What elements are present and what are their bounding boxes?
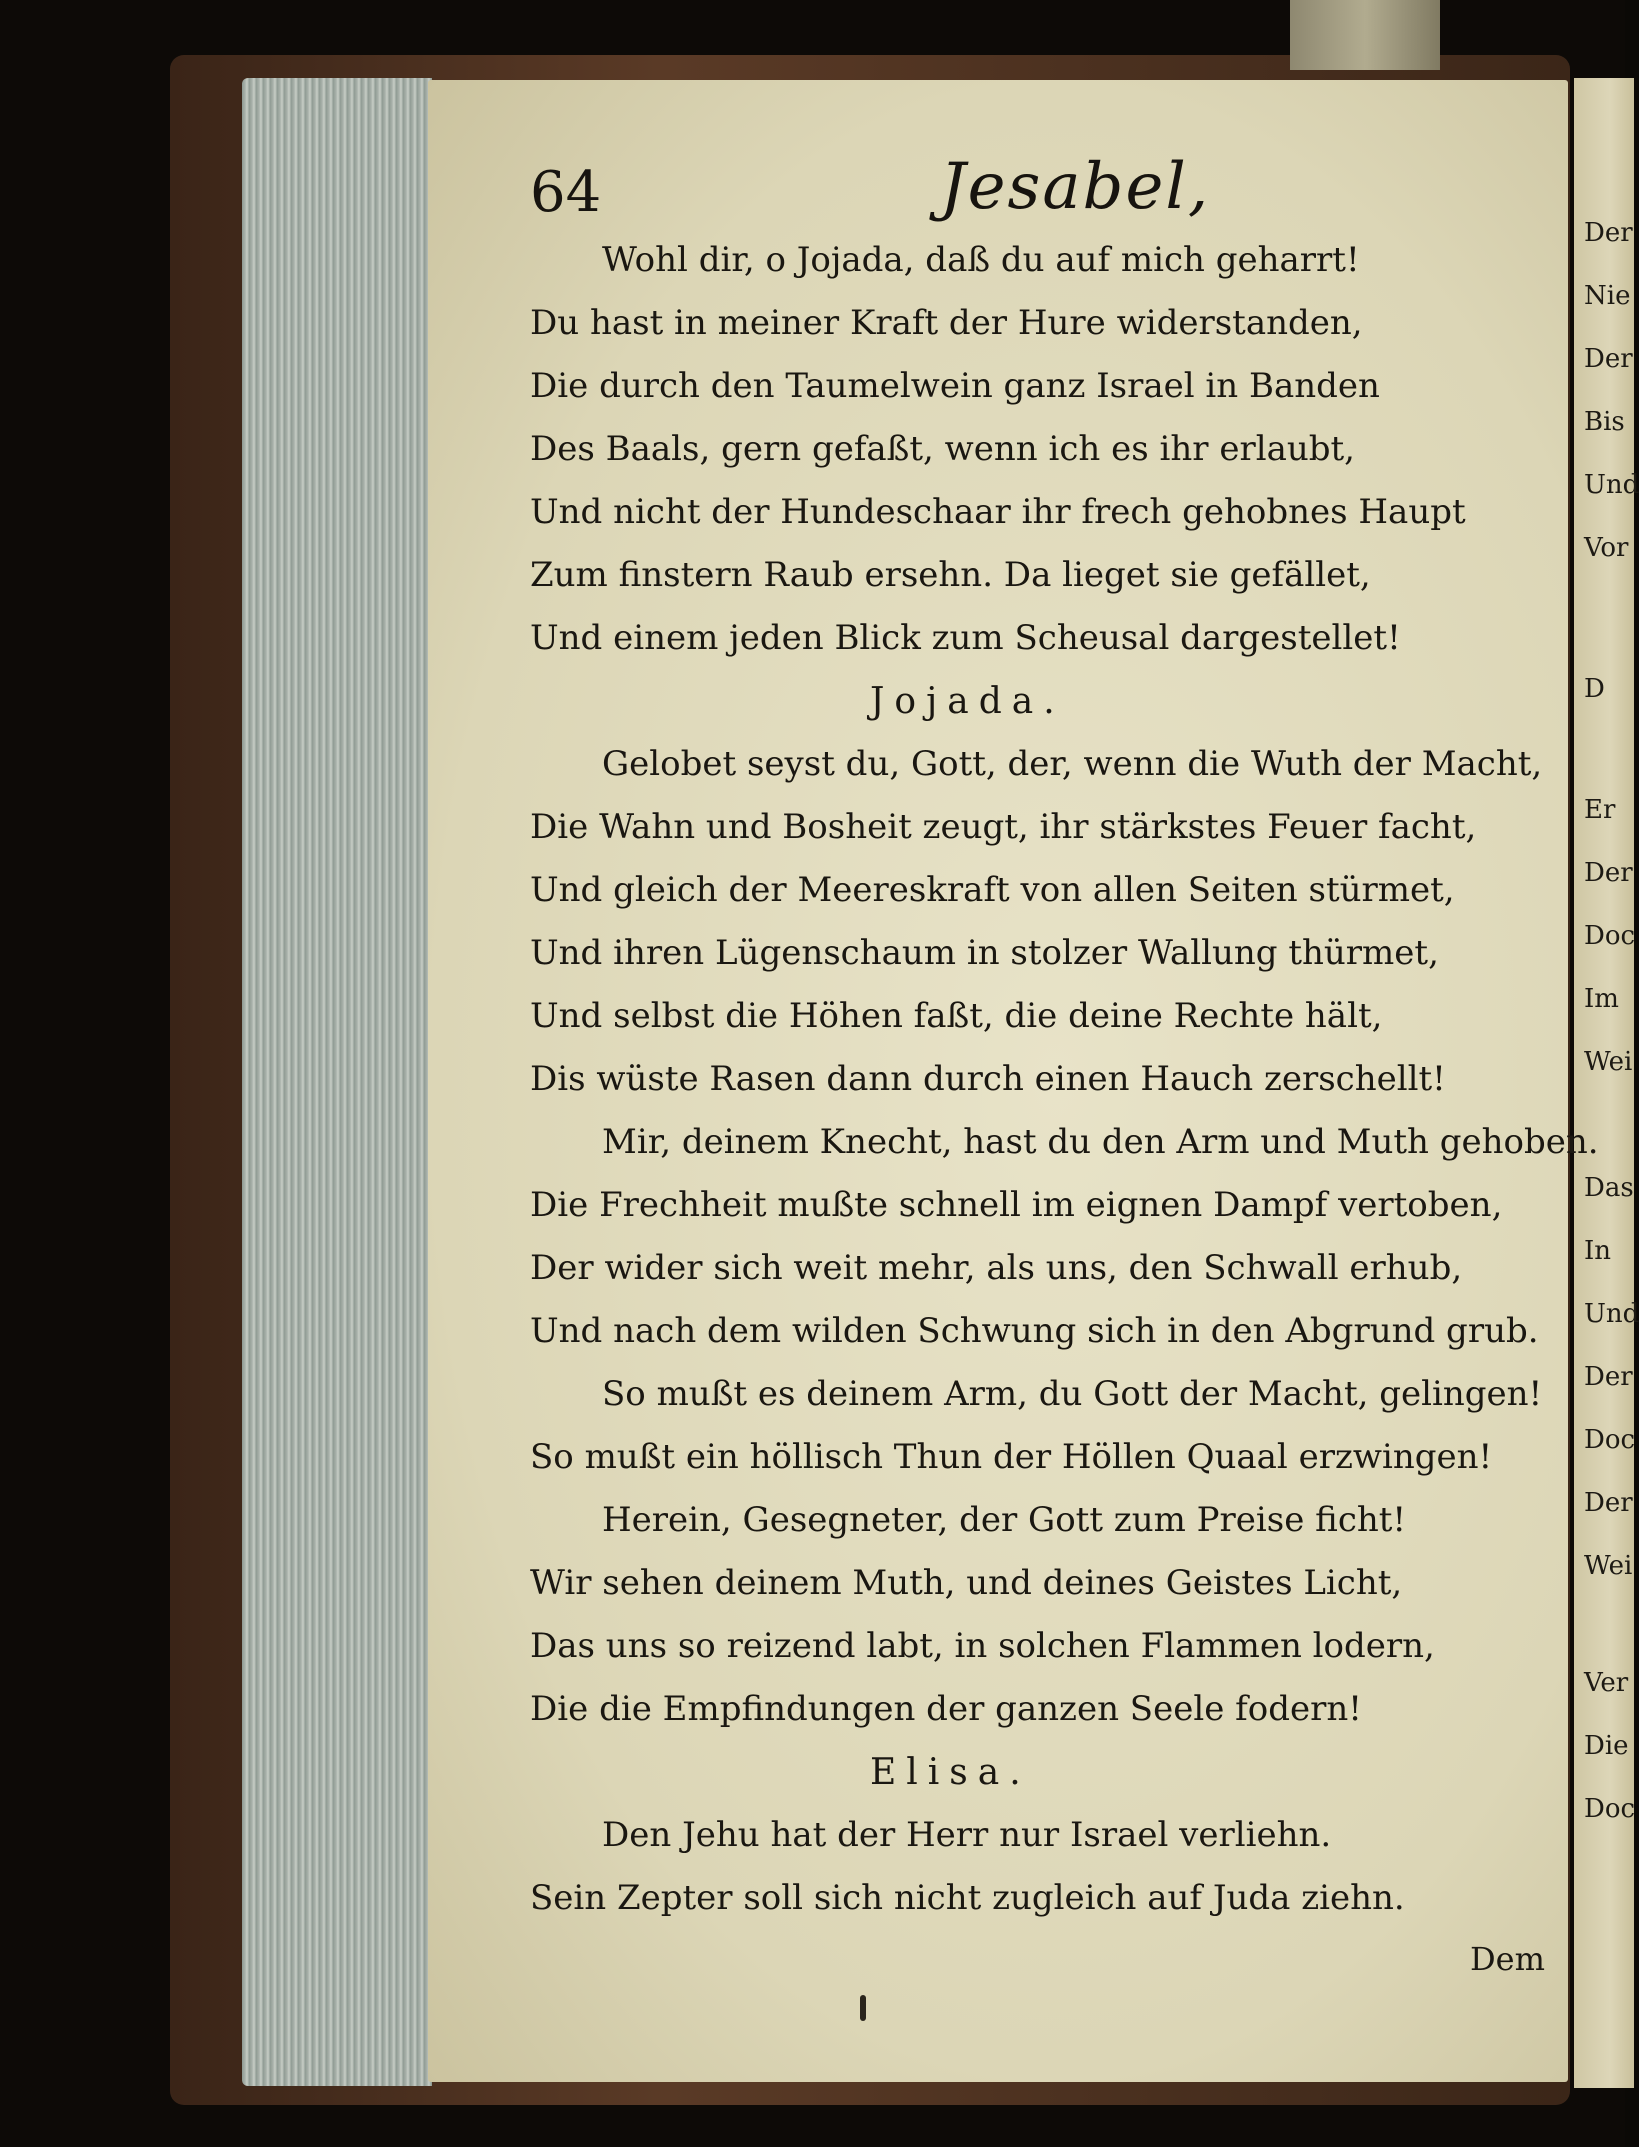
facing-fragment: D — [1584, 674, 1605, 704]
facing-fragment: Der — [1584, 218, 1633, 248]
verse-line: Und nicht der Hundeschaar ihr frech gehobnes Haupt — [530, 492, 1466, 532]
verse-line: Sein Zepter soll sich nicht zugleich auf Juda ziehn. — [530, 1878, 1405, 1918]
facing-fragment: Das — [1584, 1173, 1634, 1203]
verse-line: Und einem jeden Blick zum Scheusal dargestellet! — [530, 618, 1401, 658]
facing-fragment: Doc — [1584, 1425, 1636, 1455]
facing-fragment: Er — [1584, 795, 1616, 825]
facing-fragment: Der — [1584, 1362, 1633, 1392]
verse-line: Wohl dir, o Jojada, daß du auf mich geharrt! — [602, 240, 1360, 280]
facing-fragment: Vor — [1584, 533, 1629, 563]
verse-line: Die Wahn und Bosheit zeugt, ihr stärkstes Feuer facht, — [530, 807, 1477, 847]
verse-line: Den Jehu hat der Herr nur Israel verliehn. — [602, 1815, 1332, 1855]
verse-line: Zum finstern Raub ersehn. Da lieget sie gefället, — [530, 555, 1371, 595]
facing-fragment: Der — [1584, 1488, 1633, 1518]
verse-line: Die die Empfindungen der ganzen Seele fodern! — [530, 1689, 1362, 1729]
facing-fragment: Bis — [1584, 407, 1625, 437]
facing-fragment: Im — [1584, 984, 1619, 1014]
verse-line: Die Frechheit mußte schnell im eignen Dampf vertoben, — [530, 1185, 1503, 1225]
facing-fragment: Wei — [1584, 1551, 1633, 1581]
facing-fragment: Doc — [1584, 921, 1636, 951]
verse-line: Dis wüste Rasen dann durch einen Hauch zerschellt! — [530, 1059, 1446, 1099]
facing-fragment: Und — [1584, 470, 1639, 500]
catchword: Dem — [1470, 1940, 1545, 1978]
facing-fragment: Die — [1584, 1731, 1629, 1761]
verse-line: Und nach dem wilden Schwung sich in den Abgrund grub. — [530, 1311, 1539, 1351]
verse-line: Und ihren Lügenschaum in stolzer Wallung thürmet, — [530, 933, 1439, 973]
facing-fragment: Doc — [1584, 1794, 1636, 1824]
verse-line: Wir sehen deinem Muth, und deines Geistes Licht, — [530, 1563, 1403, 1603]
verse-line: Und selbst die Höhen faßt, die deine Rechte hält, — [530, 996, 1383, 1036]
speaker-name: Elisa. — [870, 1752, 1031, 1793]
bookmark-ribbon — [1290, 0, 1440, 70]
verse-line: Herein, Gesegneter, der Gott zum Preise ficht! — [602, 1500, 1407, 1540]
running-title: Jesabel, — [940, 150, 1211, 224]
verse-line: Gelobet seyst du, Gott, der, wenn die Wuth der Macht, — [602, 744, 1543, 784]
verse-line: Die durch den Taumelwein ganz Israel in Banden — [530, 366, 1380, 406]
facing-fragment: Ver — [1584, 1668, 1629, 1698]
ink-mark — [860, 1995, 866, 2021]
verse-line: Mir, deinem Knecht, hast du den Arm und Muth gehoben. — [602, 1122, 1599, 1162]
facing-fragment: Der — [1584, 858, 1633, 888]
speaker-name: Jojada. — [870, 681, 1065, 722]
verse-line: So mußt ein höllisch Thun der Höllen Quaal erzwingen! — [530, 1437, 1493, 1477]
page-header — [520, 150, 1530, 230]
verse-line: So mußt es deinem Arm, du Gott der Macht, gelingen! — [602, 1374, 1543, 1414]
verse-line: Der wider sich weit mehr, als uns, den Schwall erhub, — [530, 1248, 1463, 1288]
facing-fragment: Und — [1584, 1299, 1639, 1329]
verse-line: Du hast in meiner Kraft der Hure widerstanden, — [530, 303, 1363, 343]
facing-fragment: In — [1584, 1236, 1612, 1266]
page-number: 64 — [530, 160, 602, 225]
facing-fragment: Nie — [1584, 281, 1631, 311]
verse-line: Des Baals, gern gefaßt, wenn ich es ihr erlaubt, — [530, 429, 1355, 469]
facing-fragment: Der — [1584, 344, 1633, 374]
verse-line: Das uns so reizend labt, in solchen Flammen lodern, — [530, 1626, 1435, 1666]
facing-page-edge — [1574, 78, 1634, 2088]
page-edges — [242, 78, 432, 2086]
facing-fragment: Wei — [1584, 1047, 1633, 1077]
verse-line: Und gleich der Meereskraft von allen Seiten stürmet, — [530, 870, 1455, 910]
